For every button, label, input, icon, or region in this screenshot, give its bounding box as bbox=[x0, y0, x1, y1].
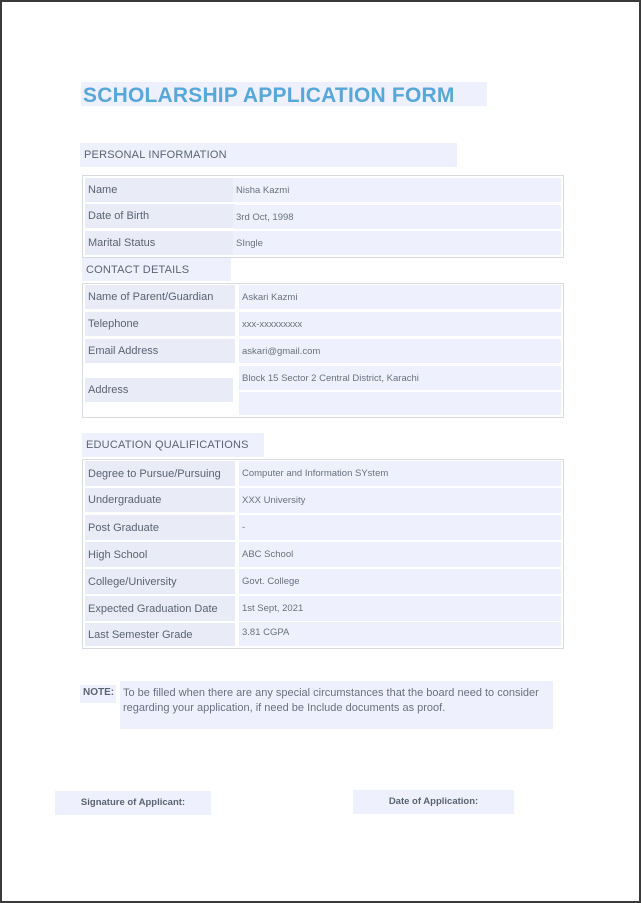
education-table bbox=[82, 459, 564, 649]
label-parent-guardian: Name of Parent/Guardian bbox=[85, 285, 235, 309]
value-last-semester-grade: 3.81 CGPA bbox=[239, 622, 561, 646]
personal-info-table bbox=[82, 175, 564, 258]
value-marital-status: SIngle bbox=[233, 231, 561, 255]
label-name: Name bbox=[85, 178, 235, 202]
contact-details-table bbox=[82, 283, 564, 418]
note-text: To be filled when there are any special circumstances that the board need to consider regarding your application, if need be Include documents as proof. bbox=[120, 681, 553, 729]
section-heading-education: EDUCATION QUALIFICATIONS bbox=[82, 433, 264, 457]
label-college-university: College/University bbox=[85, 569, 235, 594]
section-heading-personal: PERSONAL INFORMATION bbox=[80, 143, 457, 167]
label-undergraduate: Undergraduate bbox=[85, 488, 235, 512]
label-marital-status: Marital Status bbox=[85, 231, 235, 255]
label-address: Address bbox=[85, 378, 233, 402]
date-of-application-field[interactable]: Date of Application: bbox=[353, 790, 514, 814]
value-parent-guardian: Askari Kazmi bbox=[239, 285, 561, 309]
value-undergraduate: XXX University bbox=[239, 488, 561, 513]
label-post-graduate: Post Graduate bbox=[85, 515, 235, 540]
value-expected-graduation: 1st Sept, 2021 bbox=[239, 596, 561, 621]
value-date-of-birth: 3rd Oct, 1998 bbox=[233, 205, 561, 229]
form-title: SCHOLARSHIP APPLICATION FORM bbox=[81, 82, 487, 106]
value-college-university: Govt. College bbox=[239, 569, 561, 594]
value-degree: Computer and Information SYstem bbox=[239, 461, 561, 486]
label-degree: Degree to Pursue/Pursuing bbox=[85, 461, 235, 486]
label-high-school: High School bbox=[85, 542, 235, 567]
signature-of-applicant-field[interactable]: Signature of Applicant: bbox=[55, 791, 211, 815]
value-address: Block 15 Sector 2 Central District, Karachi bbox=[239, 366, 561, 390]
label-date-of-birth: Date of Birth bbox=[85, 204, 235, 228]
note-label: NOTE: bbox=[80, 685, 116, 703]
value-name: Nisha Kazmi bbox=[233, 178, 561, 202]
value-post-graduate: - bbox=[239, 515, 561, 540]
value-telephone: xxx-xxxxxxxxx bbox=[239, 312, 561, 336]
value-high-school: ABC School bbox=[239, 542, 561, 567]
section-heading-contact: CONTACT DETAILS bbox=[82, 258, 231, 281]
label-expected-graduation: Expected Graduation Date bbox=[85, 596, 235, 621]
label-email-address: Email Address bbox=[85, 339, 235, 363]
label-last-semester-grade: Last Semester Grade bbox=[85, 623, 235, 646]
value-address-line-2 bbox=[239, 392, 561, 415]
value-email-address: askari@gmail.com bbox=[239, 339, 561, 363]
label-telephone: Telephone bbox=[85, 312, 235, 336]
